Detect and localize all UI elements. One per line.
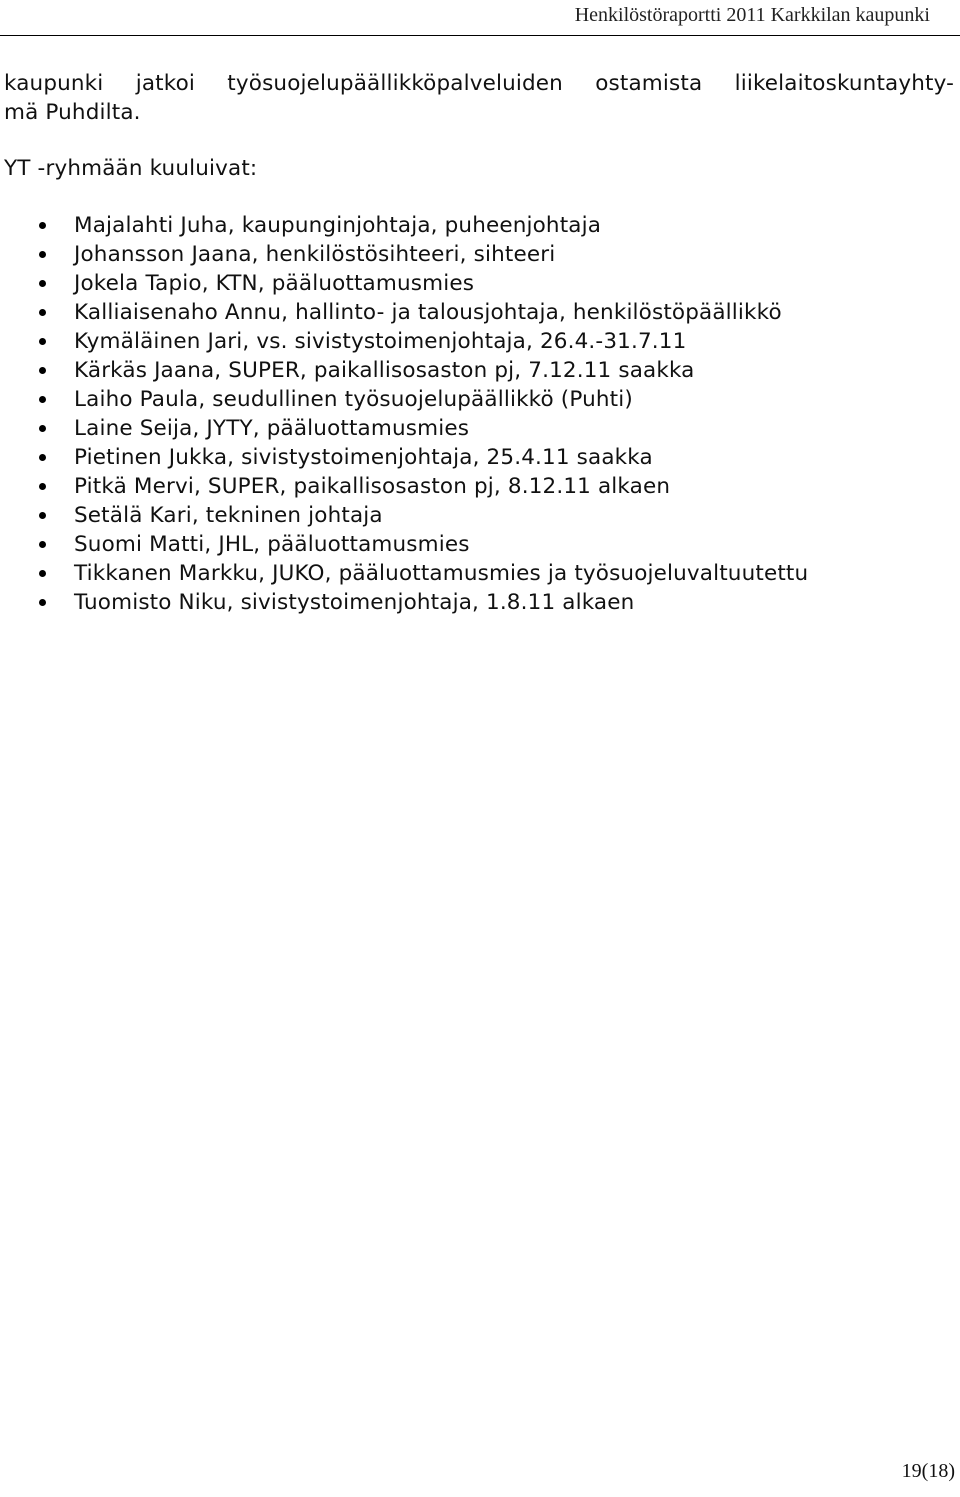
list-item xyxy=(0,443,940,472)
bullet-icon xyxy=(39,425,46,432)
bullet-icon xyxy=(39,541,46,548)
list-item xyxy=(0,240,940,269)
member-text: Laiho Paula, seudullinen työsuojelupäällikkö (Puhti) xyxy=(74,387,633,412)
list-item xyxy=(0,414,940,443)
group-heading: YT -ryhmään kuuluivat: xyxy=(4,156,258,181)
member-text: Tuomisto Niku, sivistystoimenjohtaja, 1.8.11 alkaen xyxy=(74,590,635,615)
bullet-icon xyxy=(39,222,46,229)
bullet-icon xyxy=(39,599,46,606)
bullet-icon xyxy=(39,570,46,577)
bullet-icon xyxy=(39,454,46,461)
running-header: Henkilöstöraportti 2011 Karkkilan kaupunki xyxy=(574,4,930,26)
member-text: Tikkanen Markku, JUKO, pääluottamusmies ja työsuojeluvaltuutettu xyxy=(74,561,809,586)
member-text: Laine Seija, JYTY, pääluottamusmies xyxy=(74,416,470,441)
intro-line-1: kaupunki jatkoi työsuojelupäällikköpalveluiden ostamista liikelaitoskuntayhty- xyxy=(4,71,954,96)
member-text: Kalliaisenaho Annu, hallinto- ja talousjohtaja, henkilöstöpäällikkö xyxy=(74,300,782,325)
member-list xyxy=(0,211,940,617)
bullet-icon xyxy=(39,483,46,490)
list-item xyxy=(0,588,940,617)
list-item xyxy=(0,327,940,356)
bullet-icon xyxy=(39,338,46,345)
list-item xyxy=(0,530,940,559)
list-item xyxy=(0,472,940,501)
member-text: Pietinen Jukka, sivistystoimenjohtaja, 25.4.11 saakka xyxy=(74,445,653,470)
list-item xyxy=(0,356,940,385)
bullet-icon xyxy=(39,280,46,287)
list-item xyxy=(0,269,940,298)
list-item xyxy=(0,298,940,327)
member-text: Suomi Matti, JHL, pääluottamusmies xyxy=(74,532,470,557)
intro-paragraph xyxy=(4,69,954,127)
page-number: 19(18) xyxy=(901,1460,955,1482)
member-text: Kymäläinen Jari, vs. sivistystoimenjohtaja, 26.4.-31.7.11 xyxy=(74,329,687,354)
bullet-icon xyxy=(39,396,46,403)
intro-line-2: mä Puhdilta. xyxy=(4,100,141,125)
member-text: Pitkä Mervi, SUPER, paikallisosaston pj, 8.12.11 alkaen xyxy=(74,474,671,499)
member-text: Jokela Tapio, KTN, pääluottamusmies xyxy=(74,271,475,296)
header-rule xyxy=(0,35,960,36)
list-item xyxy=(0,501,940,530)
bullet-icon xyxy=(39,251,46,258)
bullet-icon xyxy=(39,309,46,316)
member-text: Majalahti Juha, kaupunginjohtaja, puheenjohtaja xyxy=(74,213,602,238)
list-item xyxy=(0,559,940,588)
bullet-icon xyxy=(39,512,46,519)
list-item xyxy=(0,385,940,414)
member-text: Setälä Kari, tekninen johtaja xyxy=(74,503,383,528)
list-item xyxy=(0,211,940,240)
member-text: Kärkäs Jaana, SUPER, paikallisosaston pj, 7.12.11 saakka xyxy=(74,358,695,383)
member-text: Johansson Jaana, henkilöstösihteeri, sihteeri xyxy=(74,242,556,267)
bullet-icon xyxy=(39,367,46,374)
